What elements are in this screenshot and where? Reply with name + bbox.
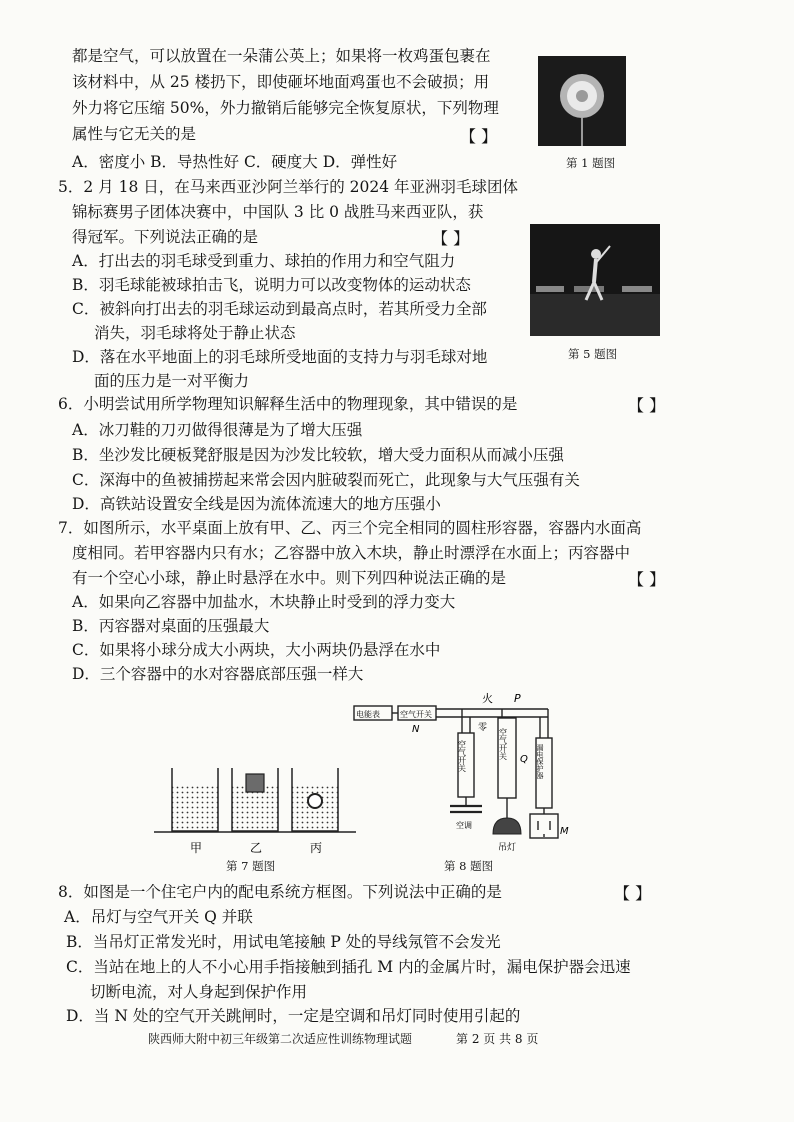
q6-stem: 6．小明尝试用所学物理知识解释生活中的物理现象，其中错误的是 [58,395,518,413]
q5-option-c: C．被斜向打出去的羽毛球运动到最高点时，若其所受力全部 [72,300,487,318]
q8-answer-bracket: 【 】 [614,884,652,903]
protector-label: 漏电保护器 [536,744,544,779]
q5-line-1: 5．2 月 18 日，在马来西亚沙阿兰举行的 2024 年亚洲羽毛球团体 [58,178,519,196]
q7-line-3: 有一个空心小球，静止时悬浮在水中。则下列四种说法正确的是 [72,569,507,587]
lamp-label: 吊灯 [498,843,517,853]
q5-figure-caption: 第 5 题图 [568,347,618,361]
q7-option-d: D．三个容器中的水对容器底部压强一样大 [72,665,364,683]
lamp-switch-label: 空气开关 [498,728,508,760]
q7-option-c: C．如果将小球分成大小两块，大小两块仍悬浮在水中 [72,641,441,659]
q4-answer-bracket: 【 】 [460,127,498,146]
q7-figure-containers [150,760,360,860]
q5-option-a: A．打出去的羽毛球受到重力、球拍的作用力和空气阻力 [72,252,456,270]
q5-line-3: 得冠军。下列说法正确的是 [72,228,259,246]
q6-option-a: A．冰刀鞋的刀刃做得很薄是为了增大压强 [72,421,363,439]
footer-page-number: 第 2 页 共 8 页 [456,1032,539,1046]
q8-option-b: B．当吊灯正常发光时，用试电笔接触 P 处的导线氖管不会发光 [66,933,501,951]
live-wire-label: 火 [482,692,493,705]
q8-option-d: D．当 N 处的空气开关跳闸时，一定是空调和吊灯同时使用引起的 [66,1007,521,1025]
q7-figure-caption: 第 7 题图 [226,859,276,873]
q7-option-a: A．如果向乙容器中加盐水，木块静止时受到的浮力变大 [72,593,456,611]
wooden-block [246,774,264,792]
q5-option-c-cont: 消失，羽毛球将处于静止状态 [94,324,296,342]
q7-answer-bracket: 【 】 [628,570,666,589]
q4-figure-caption: 第 1 题图 [566,156,616,170]
label-yi: 乙 [250,841,263,855]
q4-options: A．密度小 B．导热性好 C．硬度大 D．弹性好 [72,153,398,171]
q5-option-b: B．羽毛球能被球拍击飞，说明力可以改变物体的运动状态 [72,276,471,294]
q6-option-d: D．高铁站设置安全线是因为流体流速大的地方压强小 [72,495,441,513]
q7-line-1: 7．如图所示，水平桌面上放有甲、乙、丙三个完全相同的圆柱形容器，容器内水面高 [58,519,642,537]
point-q-label: Q [520,754,528,765]
point-m-label: M [560,826,569,837]
dandelion-photo [538,56,626,146]
badminton-photo [530,224,660,336]
q7-line-2: 度相同。若甲容器内只有水；乙容器中放入木块，静止时漂浮在水面上；丙容器中 [72,544,631,562]
q8-figure-circuit [352,688,574,860]
q6-option-c: C．深海中的鱼被捕捞起来常会因内脏破裂而死亡，此现象与大气压强有关 [72,471,580,489]
q4-line-3: 外力将它压缩 50%，外力撤销后能够完全恢复原状，下列物理 [72,99,499,117]
label-jia: 甲 [190,841,203,855]
q6-option-b: B．坐沙发比硬板凳舒服是因为沙发比较软，增大受力面积从而减小压强 [72,446,564,464]
q8-stem: 8．如图是一个住宅户内的配电系统方框图。下列说法中正确的是 [58,883,502,901]
q8-option-a: A．吊灯与空气开关 Q 并联 [64,908,253,926]
q5-option-d: D．落在水平地面上的羽毛球所受地面的支持力与羽毛球对地 [72,348,488,366]
ac-switch-label: 空气开关 [457,740,467,772]
q8-option-c: C．当站在地上的人不小心用手指接触到插孔 M 内的金属片时，漏电保护器会迅速 [66,958,631,976]
q8-figure-caption: 第 8 题图 [444,859,494,873]
hollow-ball [308,794,322,808]
neutral-wire-label: 零 [478,723,488,733]
label-bing: 丙 [310,841,323,855]
q4-line-1: 都是空气，可以放置在一朵蒲公英上；如果将一枚鸡蛋包裹在 [72,47,491,65]
q6-answer-bracket: 【 】 [628,396,666,415]
container-jia [172,768,218,831]
q7-option-b: B．丙容器对桌面的压强最大 [72,617,270,635]
ceiling-lamp-icon [493,818,521,834]
footer-title: 陕西师大附中初三年级第二次适应性训练物理试题 [148,1032,413,1046]
ac-label: 空调 [456,821,472,830]
main-switch-label: 空气开关 [400,710,432,719]
q8-option-c-cont: 切断电流，对人身起到保护作用 [90,983,308,1001]
q5-answer-bracket: 【 】 [432,229,470,248]
q4-line-4: 属性与它无关的是 [72,125,197,143]
container-bing [292,768,338,831]
container-yi [232,768,278,831]
point-p-label: P [514,692,521,705]
q4-line-2: 该材料中，从 25 楼扔下，即使砸坏地面鸡蛋也不会破损；用 [72,73,490,91]
q5-option-d-cont: 面的压力是一对平衡力 [94,372,250,390]
meter-label: 电能表 [356,710,380,719]
point-n-label: N [412,724,420,735]
q5-line-2: 锦标赛男子团体决赛中，中国队 3 比 0 战胜马来西亚队，获 [72,203,484,221]
